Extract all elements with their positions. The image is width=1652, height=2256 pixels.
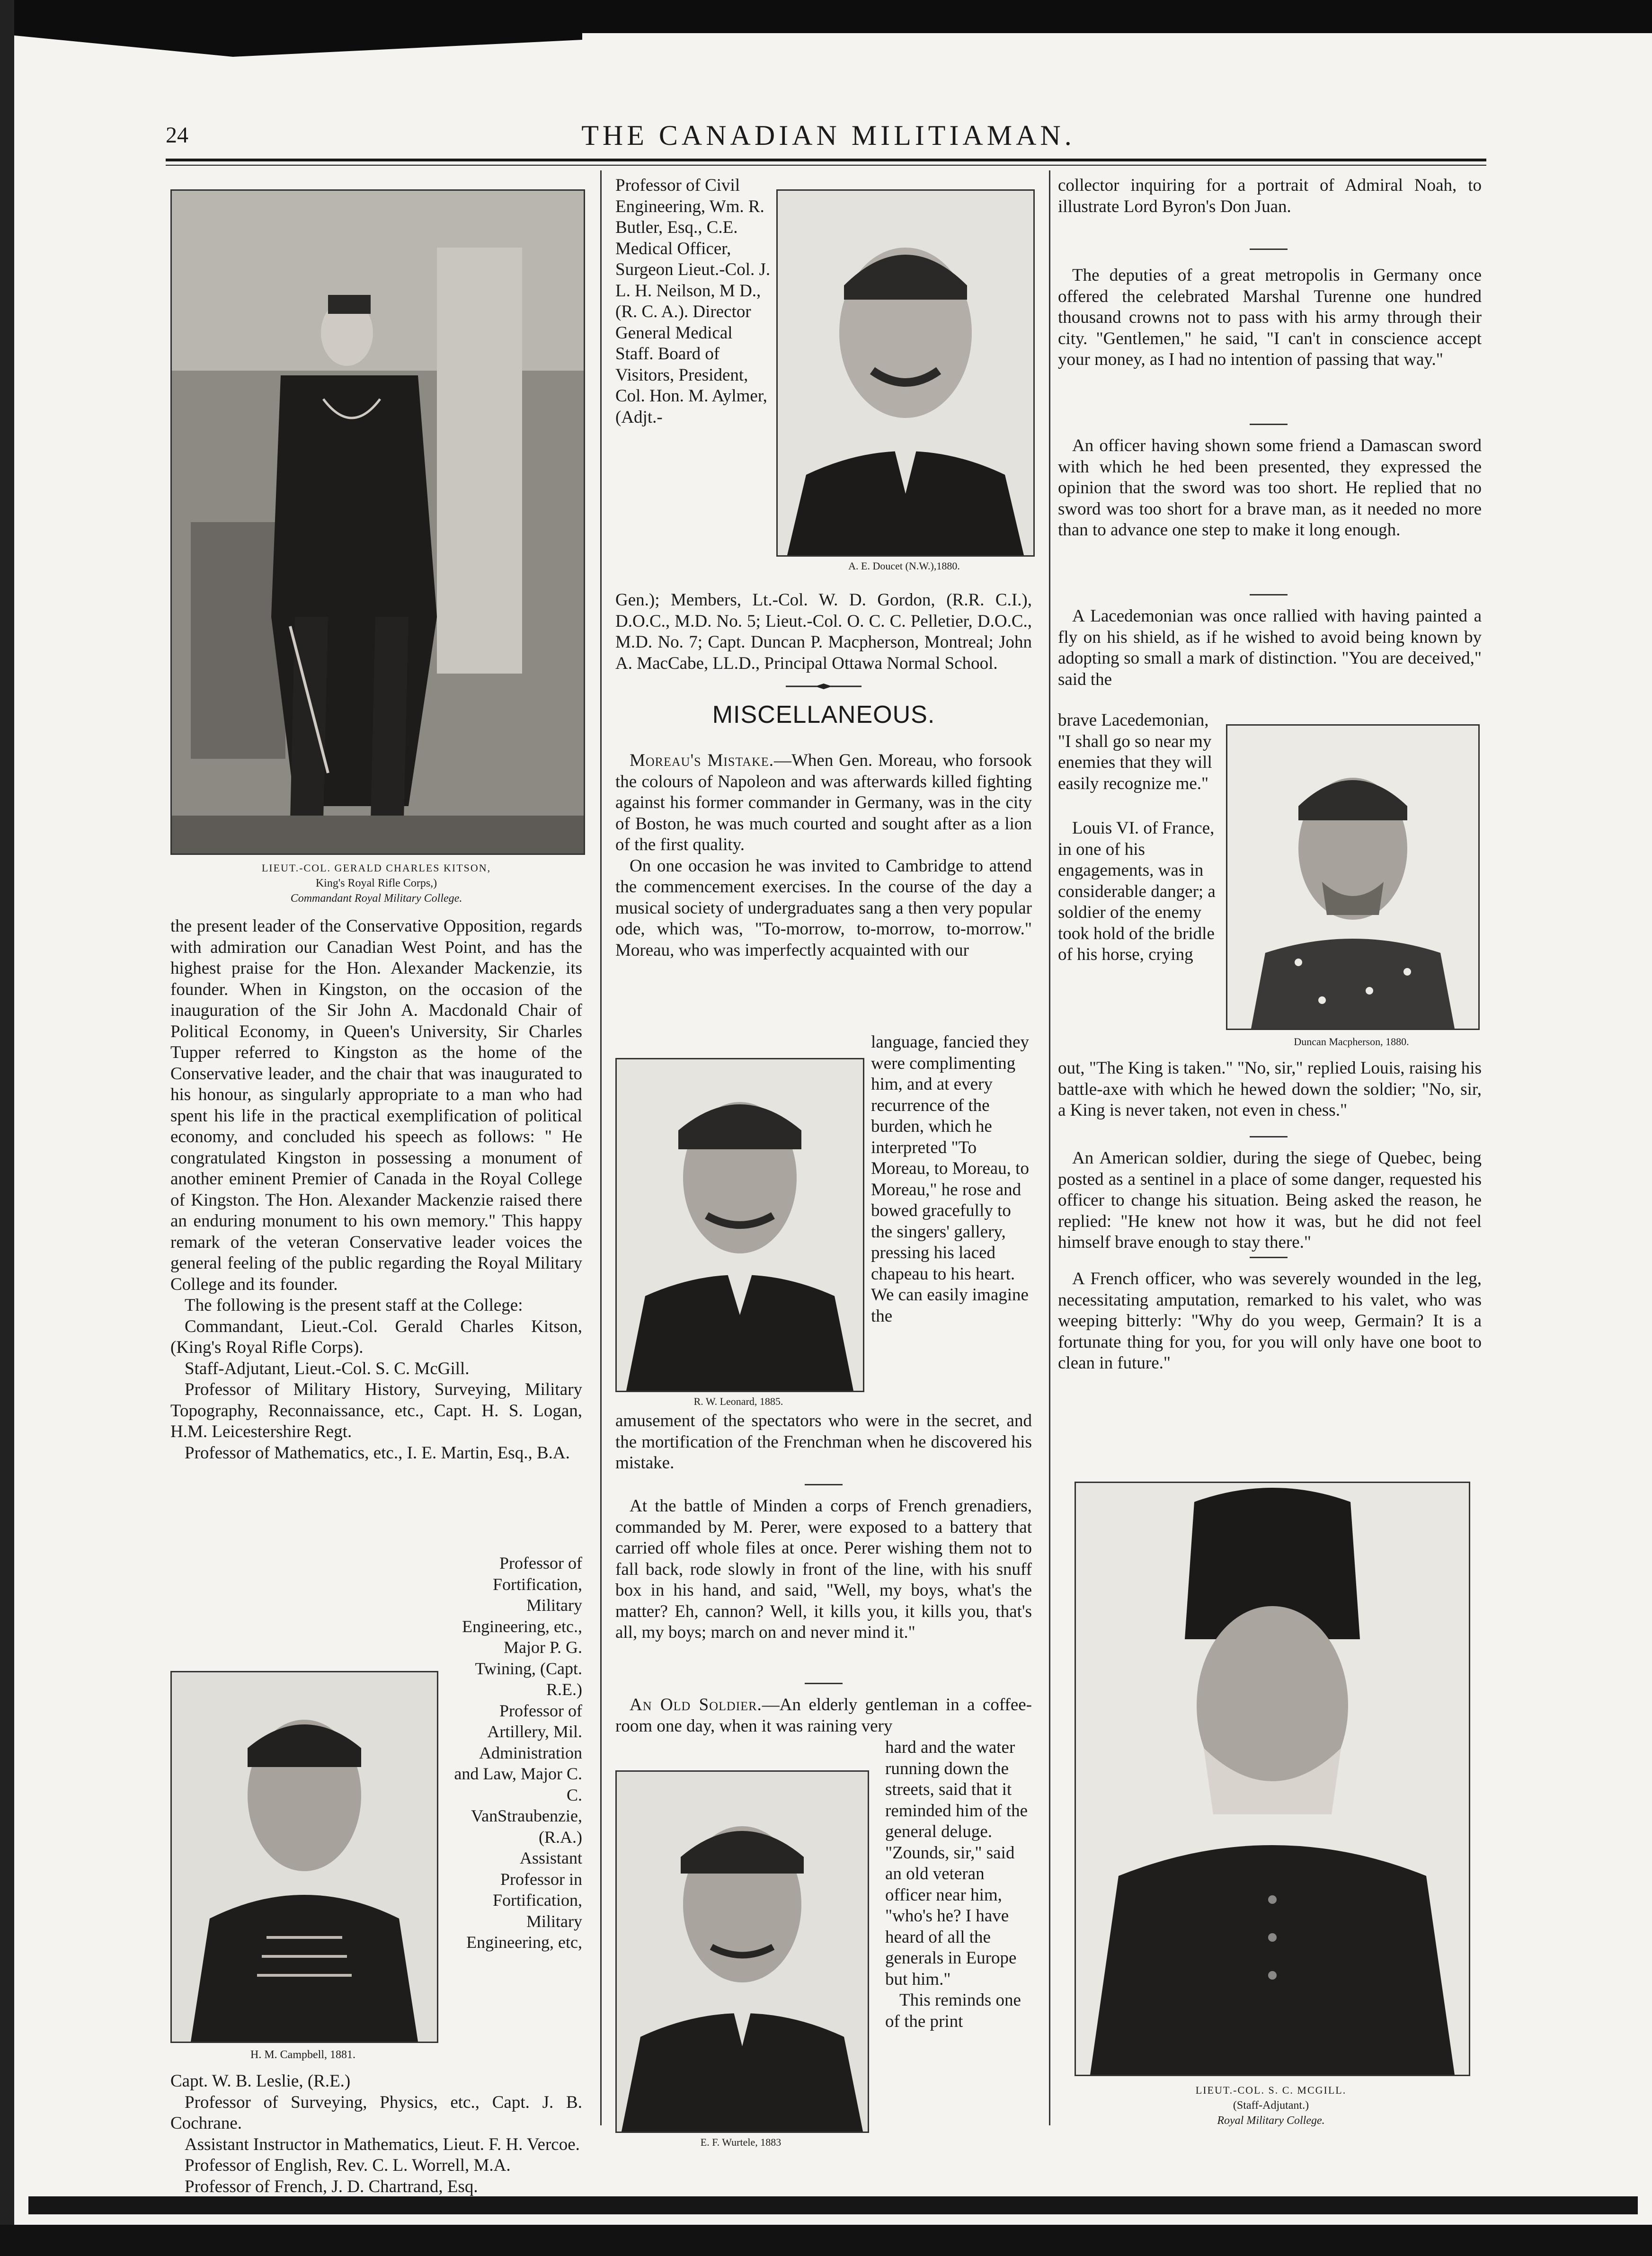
col2-moreau-beside <box>871 1032 1032 1327</box>
column-rule-2 <box>1049 170 1050 2125</box>
col1-intro-paragraph: the present leader of the Conservative Opposition, regards with admiration our Canadian West Point, and has the highest praise for the Hon. Alexander Mackenzie, its founder. When in Kingston, on the occasion of the inauguration of the Sir John A. Macdonald Chair of Political Economy, in Queen's University, Sir Charles Tupper referred to Kingston as the home of the Conservative leader, and the chair that was inaugurated to his honour, as singularly appropriate to a man who had spent his life in the practical exemplification of political economy, and concluded his speech as follows: " He congratulated Kingston in possessing a monument of another eminent Premier of Canada in the Royal College of Kingston. The Hon. Alexander Mackenzie raised there an enduring monument to his own memory." This happy remark of the veteran Conservative leader voices the general feeling of the public regarding the Royal Military College and its founder. <box>170 916 582 1294</box>
separator-rule <box>805 1683 843 1684</box>
oldsoldier-end: This reminds one of the print <box>885 1990 1021 2031</box>
col2-staff-end: Gen.); Members, Lt.-Col. W. D. Gordon, (R.R. C.I.), D.O.C., M.D. No. 5; Lieut.-Col. O. C. C. Pelletier, D.O.C., M.D. No. 7; Capt. Duncan P. Macpherson, Montreal; John A. MacCabe, LL.D., Principal Ottawa Normal School. <box>615 590 1032 673</box>
moreau-p2: On one occasion he was invited to Cambridge to attend the commencement exercises. In the course of the day a musical society of undergraduates sang a then very popular ode, which was, "To-morrow, to-morrow, to-morrow." Moreau, who was imperfectly acquainted with our <box>615 856 1032 960</box>
caption-mcgill-name: LIEUT.-COL. S. C. MCGILL. <box>1195 2084 1347 2096</box>
after-item-1: Professor of Surveying, Physics, etc., Capt. J. B. Cochrane. <box>170 2092 582 2133</box>
caption-macpherson: Duncan Macpherson, 1880. <box>1294 1036 1409 1048</box>
column-rule-1 <box>600 170 602 2125</box>
separator-rule <box>1250 249 1288 250</box>
portrait-mcgill <box>1075 1482 1470 2076</box>
section-ornament <box>786 683 862 690</box>
minden-anecdote: At the battle of Minden a corps of French grenadiers, commanded by M. Perer, were exposed to a battery that carried off whole files at once. Perer wishing them not to fall back, rode slowly in front of the line, with his snuff box in his hand, and said, "Well, my boys, what's the matter? Eh, cannon? Well, it kills you, it kills you, that's all, my boys; march on and never mind it." <box>615 1496 1032 1642</box>
portrait-wurtele <box>615 1770 869 2133</box>
scan-edge-top-left <box>0 28 582 57</box>
col3-louis-end <box>1058 1058 1482 1121</box>
lacedemonian-anecdote: A Lacedemonian was once rallied with having painted a fly on his shield, as if he wished to avoid being known by adopting so small a mark of distinction. "You are deceived," said the <box>1058 606 1482 689</box>
portrait-leonard <box>615 1058 864 1392</box>
moreau-lead: Moreau's Mistake. <box>630 751 774 770</box>
col3-lacedemonian-beside <box>1058 710 1219 966</box>
moreau-beside: language, fancied they were complimenting him, and at every recurrence of the burden, which he interpreted "To Moreau, to Moreau, to Moreau," he rose and bowed gracefully to the singers' gallery, pressing his laced chapeau to his heart. We can easily imagine the <box>871 1032 1029 1326</box>
separator-rule <box>1250 1257 1288 1258</box>
separator-rule <box>1250 424 1288 425</box>
quebec-anecdote: An American soldier, during the siege of Quebec, being posted as a sentinel in a place of some danger, requested his officer to change his situation. Being asked the reason, he replied: "He knew not how it was, but he did not feel himself brave enough to stay there." <box>1058 1148 1482 1252</box>
turenne-anecdote: The deputies of a great metropolis in Germany once offered the celebrated Marshal Turenne one hundred thousand crowns not to pass with his army through their city. "Gentlemen," he said, "I can't in conscience accept your money, as I had no intention of passing that way." <box>1058 266 1482 369</box>
col1-staff-intro: The following is the present staff at the College: <box>185 1296 523 1315</box>
scan-edge-bottom-bar <box>28 2196 1638 2214</box>
louis-end: out, "The King is taken." "No, sir," replied Louis, raising his battle-axe with which he hewed down the soldier; "No, sir, a King is never taken, not even in chess." <box>1058 1058 1482 1120</box>
portrait-campbell <box>170 1671 438 2043</box>
moreau-end: amusement of the spectators who were in the secret, and the mortification of the Frenchman when he discovered his mistake. <box>615 1411 1032 1473</box>
col2-moreau <box>615 750 1032 961</box>
col1-article <box>170 916 582 1464</box>
beside-item-2: Assistant Professor in Fortification, Military Engineering, etc, <box>466 1848 582 1952</box>
portrait-doucet <box>776 189 1035 557</box>
caption-doucet: A. E. Doucet (N.W.),1880. <box>848 560 960 572</box>
separator-rule <box>1250 1136 1288 1137</box>
damascus-anecdote: An officer having shown some friend a Damascan sword with which he hed been presented, they expressed the opinion that the sword was too short. He replied that no sword was too short for a brave man, as it needed no more than to advance one step to make it long enough. <box>1058 436 1482 540</box>
beside-item-0: Professor of Fortification, Military Engineering, etc., Major P. G. Twining, (Capt. R.E.) <box>462 1554 582 1699</box>
separator-rule <box>805 1484 843 1485</box>
staff-item-2: Professor of Military History, Surveying, Military Topography, Reconnaissance, etc., Capt. H. S. Logan, H.M. Leicestershire Regt. <box>170 1380 582 1441</box>
portrait-macpherson <box>1226 724 1480 1030</box>
col2-oldsoldier <box>615 1695 1032 1737</box>
separator-rule <box>1250 594 1288 595</box>
miscellaneous-heading: MISCELLANEOUS. <box>712 701 935 728</box>
col3-damascus <box>1058 435 1482 541</box>
caption-kitson-role: Commandant Royal Military College. <box>290 892 462 905</box>
caption-wurtele: E. F. Wurtele, 1883 <box>700 2136 782 2148</box>
masthead-title: THE CANADIAN MILITIAMAN. <box>581 120 1075 151</box>
portrait-kitson <box>170 189 585 855</box>
header-rule <box>166 159 1486 161</box>
caption-mcgill-role: (Staff-Adjutant.) <box>1233 2099 1309 2112</box>
page-number: 24 <box>166 123 188 148</box>
moreau-p1: —When Gen. Moreau, who forsook the colours of Napoleon and was afterwards killed fighting against his former commander in Germany, was in the city of Boston, he was much courted and sought after as a lion of the first quality. <box>615 751 1032 854</box>
caption-kitson-corps: King's Royal Rifle Corps,) <box>315 877 437 889</box>
col3-noah <box>1058 175 1482 217</box>
col2-moreau-end <box>615 1411 1032 1474</box>
scan-edge-bottom <box>0 2225 1652 2256</box>
col2-after-doucet <box>615 590 1032 674</box>
col1-after-photo <box>170 2071 582 2197</box>
lacedemonian-beside: brave Lacedemonian, "I shall go so near my enemies that they will easily recognize me." <box>1058 711 1212 793</box>
col2-staff-continued: Professor of Civil Engineering, Wm. R. Butler, Esq., C.E. Medical Officer, Surgeon Lieut.-Col. J. L. H. Neilson, M D., (R. C. A.). Director General Medical Staff. Board of Visitors, President, Col. Hon. M. Aylmer, (Adjt.- <box>615 176 771 427</box>
caption-kitson-name: LIEUT.-COL. GERALD CHARLES KITSON, <box>261 862 491 874</box>
scan-edge-top <box>0 0 1652 33</box>
col3-french-officer <box>1058 1269 1482 1374</box>
caption-mcgill <box>1075 2083 1467 2128</box>
noah-anecdote: collector inquiring for a portrait of Admiral Noah, to illustrate Lord Byron's Don Juan. <box>1058 176 1482 216</box>
after-item-4: Professor of French, J. D. Chartrand, Esq. <box>185 2176 478 2196</box>
header-rule-thin <box>166 165 1486 166</box>
caption-campbell: H. M. Campbell, 1881. <box>250 2049 355 2061</box>
staff-item-0: Commandant, Lieut.-Col. Gerald Charles Kitson, (King's Royal Rifle Corps). <box>170 1316 582 1357</box>
staff-item-3: Professor of Mathematics, etc., I. E. Martin, Esq., B.A. <box>185 1443 570 1463</box>
caption-leonard: R. W. Leonard, 1885. <box>693 1395 783 1407</box>
oldsoldier-lead: An Old Soldier. <box>630 1695 762 1714</box>
after-item-2: Assistant Instructor in Mathematics, Lieut. F. H. Vercoe. <box>185 2134 580 2154</box>
scan-edge-left <box>0 0 14 2256</box>
caption-kitson <box>170 861 582 906</box>
col1-beside-photo <box>452 1553 582 1953</box>
col2-minden <box>615 1496 1032 1643</box>
beside-item-1: Professor of Artillery, Mil. Administration and Law, Major C. C. VanStraubenzie, (R.A.) <box>454 1701 582 1847</box>
oldsoldier-p1: —An elderly gentleman in a coffee-room one day, when it was raining very <box>615 1695 1032 1736</box>
louis-beside: Louis VI. of France, in one of his engagements, was in considerable danger; a soldier of the enemy took hold of the bridle of his horse, crying <box>1058 818 1216 964</box>
col3-quebec <box>1058 1148 1482 1253</box>
oldsoldier-beside: hard and the water running down the streets, said that it reminded him of the general deluge. "Zounds, sir," said an old veteran officer near him, "who's he? I have heard of all the generals in Europe but him." <box>885 1738 1028 1989</box>
col2-beside-doucet <box>615 175 772 428</box>
col3-lacedemonian <box>1058 606 1482 690</box>
after-item-3: Professor of English, Rev. C. L. Worrell, M.A. <box>185 2156 511 2175</box>
staff-item-1: Staff-Adjutant, Lieut.-Col. S. C. McGill. <box>185 1359 470 1378</box>
caption-mcgill-college: Royal Military College. <box>1217 2114 1325 2127</box>
french-officer-anecdote: A French officer, who was severely wounded in the leg, necessitating amputation, remarked to his valet, who was weeping bitterly: "Why do you weep, Germain? It is a fortunate thing for you, for you will only have one boot to clean in future." <box>1058 1269 1482 1373</box>
col2-oldsoldier-beside <box>885 1737 1032 2032</box>
after-item-0: Capt. W. B. Leslie, (R.E.) <box>170 2071 351 2091</box>
col3-turenne <box>1058 265 1482 371</box>
